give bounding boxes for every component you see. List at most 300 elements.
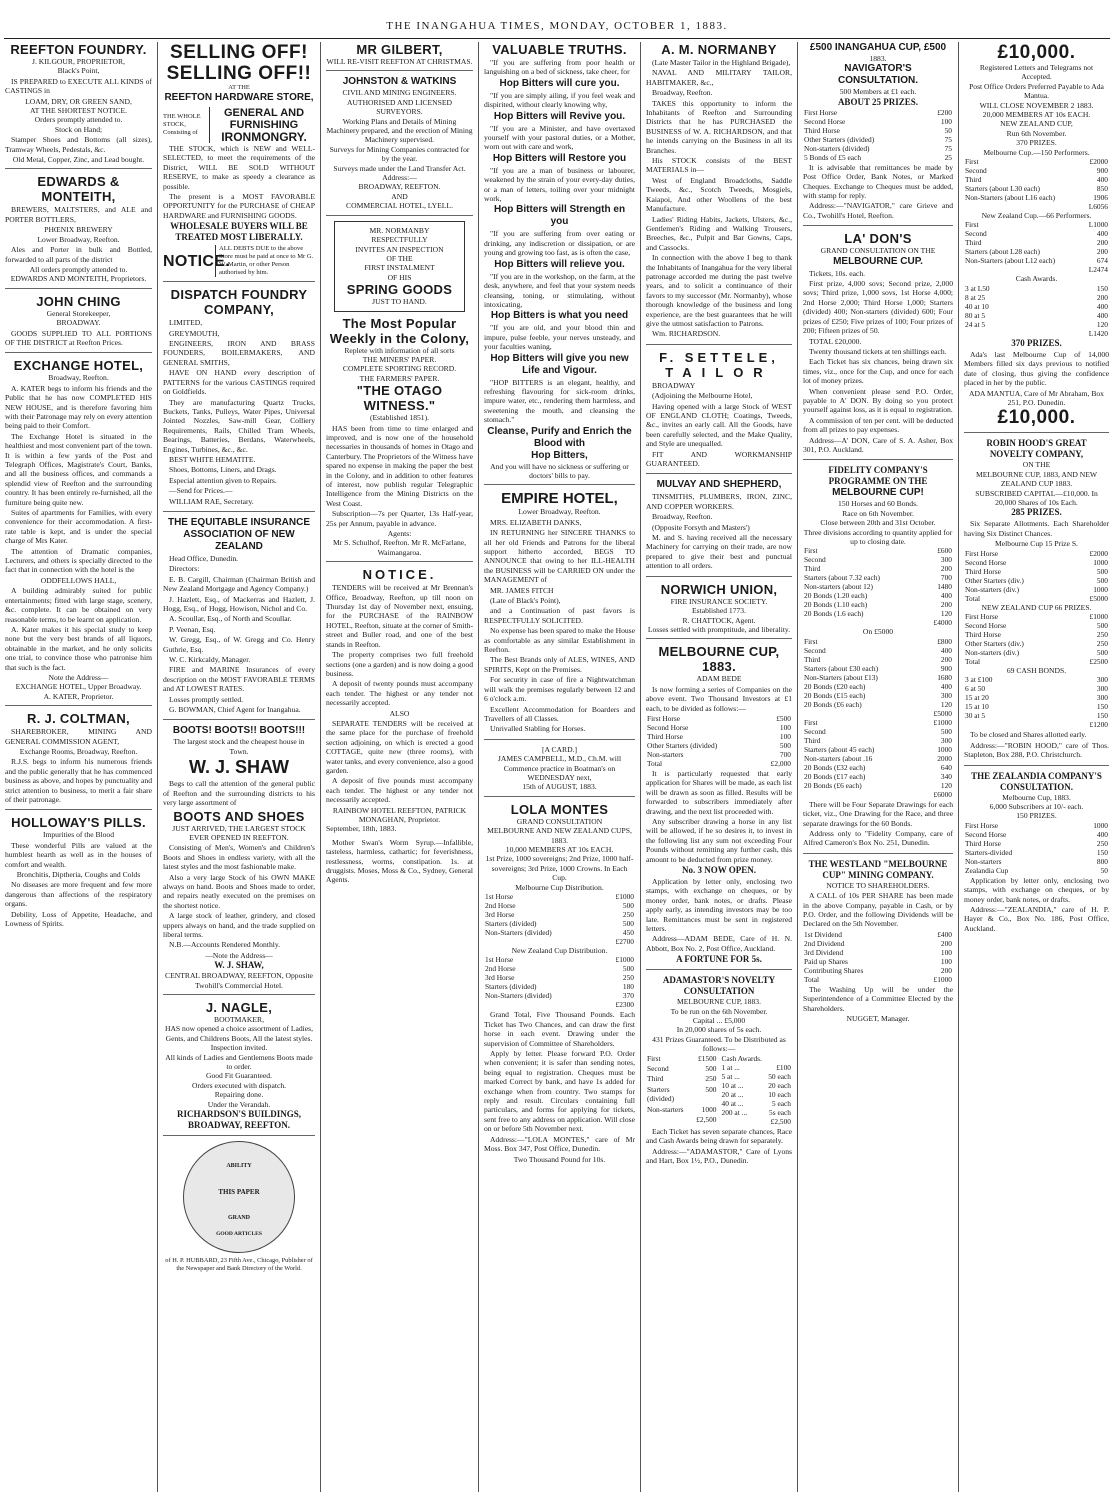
card-title: [A CARD.] — [541, 744, 578, 754]
normanby-box-line: OF THE — [386, 253, 413, 263]
ad-line: The attention of Dramatic companies, Lecturers, and others is specially directed to the fact that in connection with the hotel is the — [5, 546, 152, 575]
navigator-row-value: 50 — [944, 125, 952, 135]
fidelity-row-value: 300 — [940, 690, 952, 700]
robin-row — [964, 612, 1109, 621]
ada-row — [964, 256, 1109, 265]
lola-row — [484, 982, 635, 991]
fidelity-row-value: 500 — [940, 726, 952, 736]
damastor-award-row — [721, 1081, 793, 1090]
lola-row-label: Starters (divided) — [485, 982, 537, 992]
fidelity-row-value: 1680 — [937, 672, 952, 682]
westland-row-label: Paid up Shares — [804, 956, 848, 966]
selling-off-ad — [163, 42, 315, 282]
robin-addr: Address:—"ROBIN HOOD," care of Thos. Stapleton, Box 288, P.O. Christchurch. — [964, 740, 1109, 760]
shaw-item: N.B.—Accounts Rendered Monthly. — [169, 940, 281, 950]
ada-row — [964, 175, 1109, 184]
lola-sub: GRAND CONSULTATION — [516, 816, 603, 826]
empire-line: and a Continuation of past favors is RESPECTFULLY SOLICITED. — [484, 606, 635, 625]
nagle-line: All kinds of Ladies and Gentlemens Boots made to order. — [165, 1052, 313, 1072]
navigator-title: NAVIGATOR'S CONSULTATION. — [838, 63, 918, 87]
ad-line: J. KILGOUR, PROPRIETOR, — [32, 57, 125, 66]
dispatch-foundry-ad — [163, 287, 315, 512]
fidelity-row-label: First — [804, 546, 818, 556]
robin-row-value: 500 — [1096, 647, 1108, 657]
settele-line: (Adjoining the Melbourne Hotel, — [652, 391, 753, 401]
adam-bede-ad — [646, 644, 792, 970]
zealandia-row-value: 1000 — [1093, 820, 1108, 830]
ada-row-value: 200 — [1096, 292, 1108, 302]
norwich-line: R. CHATTOCK, Agent. — [682, 615, 756, 625]
fidelity-row-value: 200 — [940, 564, 952, 574]
lola-row-value: £1000 — [615, 892, 634, 901]
ada-row — [964, 302, 1109, 311]
robin-row — [964, 585, 1109, 594]
fidelity-row-label: Third — [804, 564, 821, 574]
fidelity-row — [803, 664, 953, 673]
fidelity-row-label: Second — [804, 726, 826, 736]
robin-row — [964, 549, 1109, 558]
damastor-row-label: Starters (divided) — [647, 1084, 675, 1103]
robin-row-value: 500 — [1096, 620, 1108, 630]
normanby-line: TAKES this opportunity to inform the Inhabitants of Reefton and Surrounding Districts that he has PURCHASED the BUSINESS of W. A. RICHARDSON, and that he intends carrying on the Business in all its Branches. — [646, 98, 792, 155]
ladon-sub: GRAND CONSULTATION ON THE — [820, 246, 936, 256]
robin-row-label: 15 at 20 — [965, 693, 989, 703]
damastor-award-row-value: 5s each — [769, 1107, 791, 1117]
nagle-line: Orders executed with dispatch. — [191, 1080, 287, 1090]
normanby-line: (Late Master Tailor in the Highland Brigade), — [652, 58, 791, 67]
robin-row — [964, 576, 1109, 585]
zealandia-row-value: 150 — [1096, 847, 1108, 857]
fidelity-row-value: 1000 — [937, 744, 952, 754]
navigator-row-label: Other Starters (divided) — [804, 134, 875, 144]
card-line: 15th of AUGUST, 1883. — [522, 782, 597, 792]
selling-wholesale: WHOLESALE BUYERS WILL BE TREATED MOST LIBERALLY. — [170, 221, 308, 243]
dispatch-line: HAVE ON HAND every description of PATTERNS for the various CASTINGS required on Goldfields. — [163, 368, 315, 397]
notice-sig: RAINBOW HOTEL REEFTON, PATRICK MONAGHAN, Proprietor. — [332, 805, 467, 824]
ad-line: PHŒNIX BREWERY — [44, 225, 113, 235]
navigator-ad — [803, 42, 953, 226]
lola-row — [484, 901, 635, 910]
ada-row — [964, 284, 1109, 293]
nagle-ad — [163, 1000, 315, 1136]
fidelity-row-label: 20 Bonds (£15 each) — [804, 690, 866, 700]
robin-row-label: 30 at 5 — [965, 711, 986, 721]
damastor-addr: Address:—"ADAMASTOR," Care of Lyons and Hart, Box 1½, P.O., Dunedin. — [646, 1146, 792, 1165]
column-7 — [959, 42, 1114, 1492]
ladon-line: TOTAL £20,000. — [809, 336, 862, 346]
cleanse-hop: Hop Bitters, — [531, 449, 588, 461]
selling-body: THE STOCK, which is NEW and WELL-SELECTED, to meet the requirements of the District, WILL BE SOLD WITHOUT RESERVE, to make as speedy a clearance as possible. — [163, 144, 315, 191]
fidelity-line: Race on 6th November. — [842, 508, 914, 518]
ad-line: Orders promptly attended to. — [34, 115, 123, 125]
navigator-row-value: 75 — [944, 143, 952, 153]
ada-row-label: First — [965, 220, 979, 230]
ladon-line: First prize, 4,000 sovs; Second prize, 2,000 sovs; Third prize, 1,000 sovs, 1st Horse 4,000; 2nd Horse 2,000; Third Horse 1,000; Starters (divided) 400; Non-starters (divided) 600; Four prizes of £250; Five prizes of 100; Four prizes of 200; Fifteen prizes of 50. — [803, 279, 953, 336]
damastor-award-row — [721, 1099, 793, 1108]
ladon-line: Each Ticket has six chances, being drawn six times, viz., once for the Cup, and once for each lot of money prizes. — [803, 357, 953, 386]
ada-row — [964, 220, 1109, 229]
ad-line: IS PREPARED to EXECUTE ALL KINDS of CASTINGS in — [5, 76, 152, 96]
fidelity-line: Close between 20th and 31st October. — [820, 518, 936, 528]
robin-l2: MELBOURNE CUP, 1883, AND NEW ZEALAND CUP 1883. — [975, 469, 1098, 489]
ad-line: BREWERS, MALTSTERS, and ALE and PORTER BOTTLERS, — [5, 205, 152, 224]
ada-row-value: 150 — [1096, 283, 1108, 293]
lola-row-value: 450 — [622, 928, 634, 937]
fidelity-line: 150 Horses and 60 Bonds. — [838, 499, 918, 509]
cup-row — [646, 750, 792, 759]
fidelity-row-value: 400 — [940, 645, 952, 655]
norwich-line: FIRE INSURANCE SOCIETY. — [670, 596, 768, 606]
ada-row-value: 120 — [1096, 319, 1108, 329]
zealandia-row — [964, 839, 1109, 848]
robin-nz: NEW ZEALAND CUP 66 PRIZES. — [981, 602, 1092, 612]
fidelity-row-label: Starters (about 45 each) — [804, 744, 875, 754]
hop-bitters-slogan: Hop Bitters will Revive you. — [493, 110, 626, 122]
notice-title: NOTICE. — [362, 567, 437, 583]
empire-line: The Best Brands only of ALES, WINES, AND SPIRITS, Kept on the Premises. — [484, 655, 635, 674]
robin-row-value: £2000 — [1089, 548, 1108, 558]
selling-notice: NOTICE. — [163, 252, 230, 270]
lola-line: MELBOURNE AND NEW ZEALAND CUPS, 1883. — [487, 826, 632, 845]
ada-row-label: Starters (about L30 each) — [965, 184, 1040, 194]
robin-row-value: 150 — [1096, 702, 1108, 712]
robin-row-value: 250 — [1096, 638, 1108, 648]
fidelity-row — [803, 618, 953, 627]
fidelity-row — [803, 673, 953, 682]
weekly-title: The Most Popular Weekly in the Colony, — [329, 315, 470, 346]
equitable-line: FIRE and MARINE Insurances of every description on the MOST FAVORABLE TERMS and AT LOWEST RATES. — [163, 665, 315, 694]
fidelity-title: FIDELITY COMPANY'S PROGRAMME ON THE — [828, 465, 928, 487]
inangahua-year: 1883. — [869, 54, 887, 63]
zealandia-row-value: 800 — [1096, 856, 1108, 866]
ad-line: Lower Broadway, Reefton. — [37, 234, 120, 244]
weekly-line: THE FARMERS' PAPER. — [359, 373, 440, 383]
dispatch-line: Shoes, Bottoms, Liners, and Drags. — [169, 465, 277, 475]
damastor-award-row — [721, 1072, 793, 1081]
navigator-row — [803, 153, 953, 162]
damastor-row-value: 1000 — [701, 1105, 717, 1115]
fidelity-row-value: £1000 — [933, 717, 952, 727]
robin-row-label: Non-starters (div.) — [965, 584, 1020, 594]
ada-row-value: 400 — [1096, 175, 1108, 185]
weekly-agents2: Mr S. Schulhof, Reefton. Mr R. McFarlane, Waimangaroa. — [332, 538, 467, 557]
ada-row — [964, 247, 1109, 256]
navigator-body: It is advisable that remittances be made by Post Office Order, Bank Notes, or Marked Cheques. Exchange to Cheques must be added, with stamp for reply. — [803, 162, 953, 201]
cup-row — [646, 741, 792, 750]
ada-address: ADA MANTUA, Care of Mr Abraham, Box 251, P.O. Dunedin. — [969, 388, 1104, 407]
lola-row-label: Starters (divided) — [485, 919, 537, 928]
robin-row-label: 15 at 10 — [965, 702, 989, 712]
johnston-ad — [326, 76, 473, 215]
ad-line: Broadway, Reefton. — [48, 373, 109, 383]
column-5 — [641, 42, 797, 1492]
gilbert-line: WILL RE-VISIT REEFTON AT CHRISTMAS. — [326, 57, 473, 66]
robin-row-value: 1000 — [1093, 557, 1108, 567]
robin-bonds: 69 CASH BONDS. — [1006, 665, 1067, 675]
mulvay-ad — [646, 479, 792, 576]
damastor-row-value: £1500 — [698, 1053, 717, 1063]
ad-line: The Exchange Hotel is situated in the healthiest and most convenient part of the town. It is within a few yards of the Post and Telegraph Offices, Magistrate's Court, Banks, and all the business offices, and commands a splendid view of Reefton and the surrounding country. It has been entirely re-furnished, all the furniture being quite new. — [5, 431, 152, 507]
fidelity-row-label: Non-starters (about 12) — [804, 582, 873, 592]
ad-line: LOAM, DRY, OR GREEN SAND, — [25, 96, 132, 106]
ada-row — [964, 166, 1109, 175]
robin-row-value: 300 — [1096, 675, 1108, 685]
johnston-line: BROADWAY, REEFTON. — [358, 182, 441, 192]
fidelity-addr: Address only to "Fidelity Company, care of Alfred Cameron's Box No. 251, Dunedin. — [803, 829, 953, 848]
vt-title: VALUABLE TRUTHS. — [492, 42, 627, 57]
ad-title: JOHN CHING — [36, 293, 121, 309]
column-1-ad — [5, 711, 152, 810]
robin-row — [964, 702, 1109, 711]
ad-line: EDWARDS AND MONTEITH, Proprietors. — [10, 274, 147, 284]
fidelity-row-value: 400 — [940, 681, 952, 691]
ad-line: ODDFELLOWS HALL, — [40, 575, 117, 585]
lola-row-label: 2nd Horse — [485, 901, 516, 910]
dispatch-line: LIMITED, — [169, 318, 203, 328]
normanby-box-line: INVITES AN INSPECTION — [355, 244, 444, 254]
settele-line: FIT AND WORKMANSHIP GUARANTEED. — [646, 449, 792, 469]
cup-fortune: A FORTUNE FOR 5s. — [676, 954, 762, 965]
cup-row-value: 100 — [779, 722, 791, 732]
ada-line: 20,000 MEMBERS AT 10s EACH. — [982, 110, 1091, 120]
hop-bitters-slogan: Hop Bitters will cure you. — [499, 77, 620, 89]
damastor-award-row-value — [766, 1054, 792, 1063]
robin-row-label: Third Horse — [965, 629, 1001, 639]
johnston-line: AND — [391, 191, 408, 201]
ada-line: WILL CLOSE NOVEMBER 2 1883. — [979, 100, 1094, 110]
zealandia-line: Melbourne Cup, 1883. — [1002, 792, 1071, 802]
ada-row-label — [964, 202, 1082, 211]
ada-row — [964, 329, 1109, 338]
empire-line: MR. JAMES FITCH — [490, 585, 554, 595]
empire-title: EMPIRE HOTEL, — [501, 490, 618, 508]
fidelity-row — [803, 609, 953, 618]
shaw-body: Begs to call the attention of the general public of Reefton and the surrounding districts to his very large assortment of — [163, 779, 315, 808]
ad-line: R.J.S. begs to inform his numerous friends and the public generally that he has commenced business as above, and hopes by punctuality and strict attention to business, to merit a fair share of their patronage. — [5, 757, 152, 804]
fidelity-row — [803, 573, 953, 582]
westland-row-label: 3rd Dividend — [804, 947, 844, 957]
normanby-line: Wm. RICHARDSON. — [652, 329, 721, 339]
fidelity-row-value: 200 — [940, 654, 952, 664]
damastor-row — [646, 1115, 718, 1125]
empire-line: Excellent Accommodation for Boarders and Travellers of all Classes. — [484, 704, 635, 723]
ad-line: Note the Address— — [48, 672, 109, 682]
equitable-line: J. Hazlett, Esq., of Mackerras and Hazlett, J. Hogg, Esq., of Hogg, Howison, Nichol and Co. — [163, 594, 315, 613]
robin-row-value: 300 — [1096, 684, 1108, 694]
nagle-bldg: RICHARDSON'S BUILDINGS, BROADWAY, REEFTON. — [176, 1109, 302, 1131]
ada-line: Registered Letters and Telegrams not Accepted. — [979, 63, 1094, 82]
settele-ad — [646, 350, 792, 475]
ada-row-label: 80 at 5 — [965, 310, 986, 320]
lola-addr: Address:—"LOLA MONTES," care of Mr Moss. Box 347, Post Office, Dunedin. — [484, 1134, 635, 1154]
fidelity-row-label: 20 Bonds (£6 each) — [804, 699, 862, 709]
navigator-row — [803, 144, 953, 153]
westland-row-value: £1000 — [933, 974, 952, 984]
dispatch-line: ENGINEERS, IRON AND BRASS FOUNDERS, BOILERMAKERS, AND GENERAL SMITHS, — [163, 339, 315, 367]
cup-row-value: £500 — [776, 713, 791, 723]
ada-cash: Cash Awards. — [1015, 274, 1058, 284]
normanby-box-ad — [334, 221, 465, 312]
navigator-row-label: Third Horse — [804, 125, 840, 135]
robin-row — [964, 567, 1109, 576]
normanby-box-line: OF HIS — [387, 272, 412, 282]
robin-row-value: £2500 — [1089, 656, 1108, 666]
ada-body: Ada's last Melbourne Cup of 14,000 Members filled six days previous to notified date of closing, thus giving the confidence placed in her by the public. — [964, 349, 1109, 388]
ladon-line: Tickets, 10s. each. — [809, 268, 866, 278]
normanby-box-line: FIRST INSTALMENT — [364, 263, 435, 273]
navigator-row-value: £200 — [937, 107, 952, 117]
dispatch-line: BEST WHITE HEMATITE. — [169, 454, 256, 464]
westland-b2: The Washing Up will be under the Superintendence of a Committee Elected by the Shareholders. — [803, 984, 953, 1013]
ladon-line: When convenient please send P.O. Order, payable to A' DON. By doing so you protect yourself against loss, as it is equal to registration. — [803, 386, 953, 415]
masthead-rule — [4, 38, 1110, 39]
damastor-row-label: Third — [647, 1074, 664, 1084]
robin-capital: SUBSCRIBED CAPITAL—£10,000. In 20,000 Shares of 10s Each. — [975, 488, 1098, 507]
zealandia-row-label: Starters-divided — [965, 847, 1013, 857]
ada-row — [964, 293, 1109, 302]
robin-row-label: 3 at £100 — [965, 675, 993, 685]
westland-row — [803, 930, 953, 939]
notice-date: September, 18th, 1883. — [326, 824, 397, 834]
fidelity-row-label: Starters (about 7.32 each) — [804, 573, 880, 583]
lola-row — [484, 991, 635, 1000]
navigator-row-value: 100 — [940, 116, 952, 126]
norwich-line: Losses settled with promptitude, and liberality. — [647, 624, 791, 634]
lola-row-label: Non-Starters (divided) — [485, 928, 552, 937]
fidelity-row-value: 400 — [940, 591, 952, 601]
zealandia-line: 6,000 Subscribers at 10/- each. — [989, 802, 1084, 811]
settele-line: Having opened with a large Stock of WEST OF ENGLAND CLOTH; Coatings, Tweeds, &c., invites an early call. All the Goods, have been carefully selected, and the Make Quality, and Style are unequalled. — [646, 401, 792, 449]
westland-title: THE WESTLAND "MELBOURNE CUP" MINING COMPANY. — [808, 858, 948, 880]
westland-row — [803, 948, 953, 957]
zealandia-row — [964, 821, 1109, 830]
shaw-addr: —Note the Address— — [205, 950, 273, 960]
fidelity-row — [803, 700, 953, 709]
column-1-ad — [5, 358, 152, 706]
ada-row — [964, 311, 1109, 320]
fidelity-row — [803, 754, 953, 763]
fidelity-row — [803, 745, 953, 754]
ada-title: £10,000. — [997, 42, 1076, 63]
robin-row-label: Total — [965, 656, 981, 666]
hop-bitters-slogan: Hop Bitters will relieve you. — [494, 258, 625, 270]
shaw-item: A large stock of leather, grindery, and closed uppers always on hand, and the trade supplied on liberal terms. — [163, 911, 315, 939]
damastor-body: Each Ticket has seven separate chances, Race and Cash Awards being drawn for separately. — [646, 1126, 792, 1146]
otago-witness-ad — [326, 316, 473, 563]
hubbard-foot: of H. P. HUBBARD, 23 Fifth Ave., Chicago, Publisher of the Newspaper and Bank Directory of the World. — [165, 1257, 313, 1273]
ada-row-value: 200 — [1096, 238, 1108, 248]
robin-row-value: £1200 — [1089, 720, 1108, 730]
ad-line: Stock on Hand; — [54, 124, 103, 134]
westland-row — [803, 966, 953, 975]
fidelity-row-value: 640 — [940, 762, 952, 772]
ada-row-label: Non-Starters (about L16 each) — [965, 193, 1056, 203]
damastor-row-value: 500 — [705, 1084, 717, 1094]
lola-row-label: 1st Horse — [485, 955, 514, 965]
robin-row-label: Non-starters (div.) — [965, 647, 1020, 657]
navigator-row-label: Second Horse — [804, 116, 846, 126]
westland-body: A CALL of 10s PER SHARE has been made in the above Company, payable in Cash, or by P.O. Order, and the following Dividends will be Declared on the 5th November. — [803, 891, 953, 929]
fidelity-row-value: 2000 — [937, 753, 952, 763]
ad-line: Stamper Shoes and Bottoms (all sizes), Tramway Wheels, Pedestals, &c. — [5, 135, 152, 154]
shaw-item: Consisting of Men's, Women's and Children's Boots and Shoes in endless variety, with all the latest styles and the most fashionable make. — [163, 843, 315, 872]
fidelity-line: Three divisions according to quantity applied for up to closing date. — [803, 527, 953, 546]
lola-row-label: 2nd Horse — [485, 964, 516, 974]
lola-row-value: 250 — [622, 910, 634, 919]
fidelity-row — [803, 781, 953, 790]
ada-row-value: L6056 — [1088, 202, 1108, 212]
lola-row-value: 500 — [622, 901, 634, 910]
ad-title: EXCHANGE HOTEL, — [13, 358, 144, 374]
fidelity-row-label: Second — [804, 555, 826, 565]
ada-row-label: Third — [965, 175, 982, 185]
ad-line: General Storekeeper, — [46, 308, 111, 318]
card-line: WEDNESDAY next, — [527, 772, 592, 782]
lola-row — [484, 910, 635, 919]
ada-nz: New Zealand Cup.—66 Performers. — [981, 211, 1092, 221]
westland-ad — [803, 859, 953, 1024]
mulvay-line: (Opposite Forsyth and Masters') — [652, 522, 750, 532]
fidelity-row-label — [803, 709, 921, 718]
empire-line: Unrivalled Stabling for Horses. — [490, 724, 586, 734]
zealandia-row — [964, 830, 1109, 839]
selling-whole: THE WHOLE STOCK, — [163, 113, 201, 128]
fidelity-row — [803, 600, 953, 609]
damastor-award-row-label: 1 at ... — [721, 1062, 740, 1072]
empire-line: (Late of Black's Point), — [490, 596, 561, 606]
robin-row-label — [964, 720, 1050, 729]
cup-row — [646, 723, 792, 732]
cup-row — [646, 714, 792, 723]
fidelity-row-value: 120 — [940, 780, 952, 790]
westland-row-value: 200 — [940, 938, 952, 948]
damastor-row-label: Second — [647, 1063, 669, 1073]
robin-row-label: 6 at 50 — [965, 684, 986, 694]
robin-row-value: 150 — [1096, 711, 1108, 721]
cup-b3: Application by letter only, enclosing two stamps, with exchange on cheques, or by money order, bank notes, or drafts. Please apply early, as intending investors may be too late. Remittances must be sent in registered letters. — [646, 877, 792, 934]
zealandia-row-label: First Horse — [965, 820, 999, 830]
damastor-award-row-value: £100 — [776, 1062, 791, 1072]
ada-row-label: First — [965, 157, 979, 167]
ada-row-value: 400 — [1096, 229, 1108, 239]
navigator-prizes: ABOUT 25 PRIZES. — [837, 96, 919, 107]
inangahua-title: £500 INANGAHUA CUP, £500 — [809, 42, 947, 53]
mulvay-title: MULVAY AND SHEPHERD, — [656, 479, 782, 491]
notice-b2: The property comprises two full freehold sections (one a garden) and is now doing a good business. — [326, 650, 473, 678]
zealandia-ad — [964, 771, 1109, 934]
ada-row — [964, 184, 1109, 193]
lola-montes-ad — [484, 802, 635, 1164]
ada-title-2: £10,000. — [997, 407, 1076, 429]
shaw-arrived: JUST ARRIVED, THE LARGEST STOCK EVER OPENED IN REEFTON. — [172, 823, 306, 842]
fidelity-row-label: 20 Bonds (£20 each) — [804, 681, 866, 691]
ada-line: NEW ZEALAND CUP, — [1000, 119, 1073, 129]
nagle-line: HAS now opened a choice assortment of Ladies, Gents, and Childrens Boots, All the latest styles. Inspection invited. — [164, 1024, 314, 1053]
ada-row-label: 40 at 10 — [965, 301, 989, 311]
robin-body: To be closed and Shares allotted early. — [970, 730, 1087, 740]
selling-opp: The present is a MOST FAVORABLE OPPORTUNITY for the PURCHASE of CHEAP HARDWARE and FURNISHING GOODS. — [163, 192, 315, 220]
lola-title: LOLA MONTES — [510, 801, 609, 817]
lola-row — [484, 892, 635, 901]
robin-row-value: 500 — [1096, 566, 1108, 576]
mulvay-line: Broadway, Reefton. — [652, 512, 713, 522]
normanby-line: NAVAL AND MILITARY TAILOR, HABITMAKER, &c., — [646, 68, 792, 87]
fidelity-row — [803, 709, 953, 718]
selling-at: AT THE — [228, 84, 250, 91]
hubbard-word: GRAND — [228, 1215, 250, 1222]
ad-line: BROADWAY. — [56, 318, 101, 328]
hubbard-word: GOOD ARTICLES — [216, 1231, 262, 1238]
